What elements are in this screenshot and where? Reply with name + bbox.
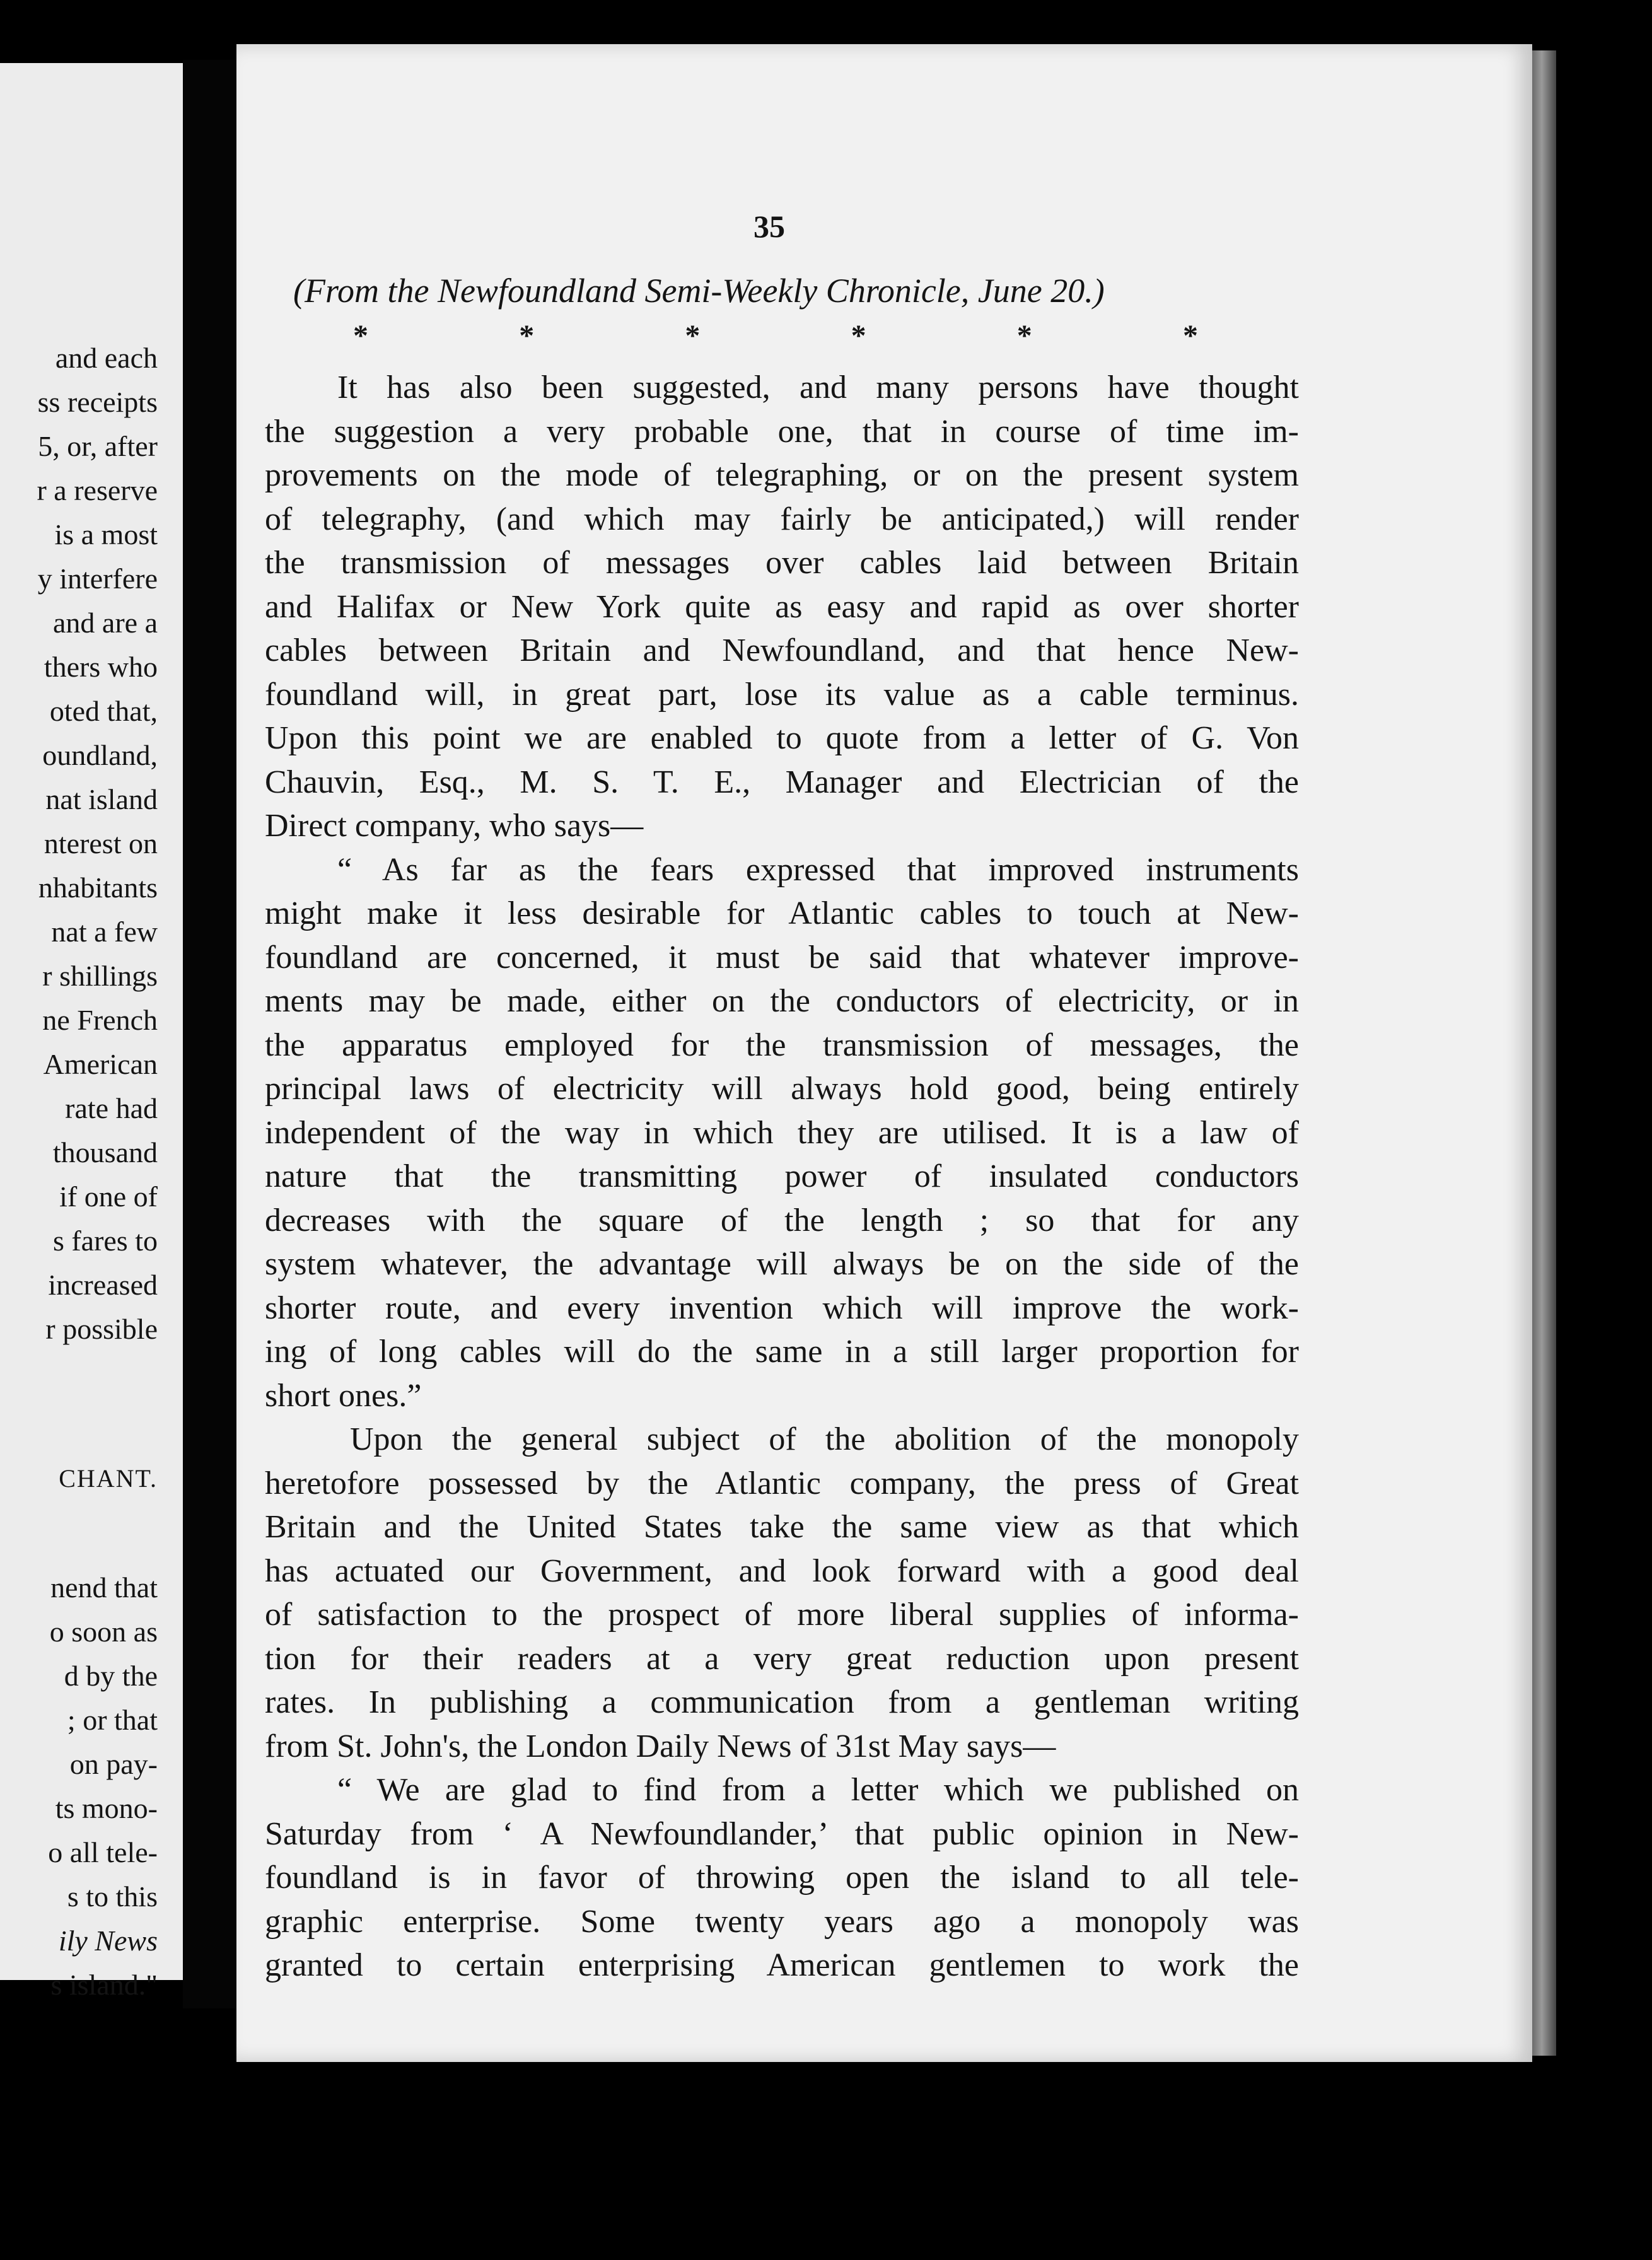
left-page-line: increased [48, 1269, 158, 1301]
body-line: provements on the mode of telegraphing, or on the present system [265, 457, 1299, 493]
left-page-line: y interfere [37, 562, 158, 595]
body-line: nature that the transmitting power of insulated conductors [265, 1158, 1299, 1194]
left-page-line: if one of [59, 1180, 158, 1213]
left-page-line: nterest on [44, 827, 158, 859]
left-page-line: nend that [50, 1571, 158, 1604]
body-line: Upon this point we are enabled to quote from a letter of G. Von [265, 720, 1299, 756]
left-page-line: oundland, [42, 739, 158, 771]
body-line: Upon the general subject of the abolition of the monopoly [350, 1421, 1299, 1457]
left-page-line: d by the [64, 1660, 158, 1692]
left-page-line: ; or that [67, 1704, 158, 1736]
left-page-line: nat island [45, 783, 158, 815]
left-page-line: o all tele- [48, 1836, 158, 1868]
left-page-line: on pay- [69, 1748, 158, 1780]
left-page-line: oted that, [49, 695, 158, 727]
body-line: the transmission of messages over cables laid between Britain [265, 545, 1299, 581]
left-page-line: thousand [52, 1136, 158, 1168]
left-page-line: ss receipts [37, 386, 158, 418]
body-line: ments may be made, either on the conductors of electricity, or in [265, 983, 1299, 1019]
body-line: of telegraphy, (and which may fairly be anticipated,) will render [265, 501, 1299, 537]
body-line: Chauvin, Esq., M. S. T. E., Manager and Electrician of the [265, 764, 1299, 800]
body-line: system whatever, the advantage will always be on the side of the [265, 1246, 1299, 1282]
star: * [1016, 319, 1032, 352]
page-number: 35 [753, 209, 785, 244]
body-line: ing of long cables will do the same in a still larger proportion for [265, 1334, 1299, 1370]
body-line: It has also been suggested, and many persons have thought [337, 370, 1299, 405]
body-line: cables between Britain and Newfoundland, and that hence New- [265, 632, 1299, 668]
body-line: heretofore possessed by the Atlantic company, the press of Great [265, 1465, 1299, 1501]
body-line: graphic enterprise. Some twenty years ago a monopoly was [265, 1903, 1299, 1940]
body-line: and Halifax or New York quite as easy and rapid as over shorter [265, 588, 1299, 625]
body-line: granted to certain enterprising American gentlemen to work the [265, 1947, 1299, 1983]
source-attribution: (From the Newfoundland Semi-Weekly Chronicle, June 20.) [293, 272, 1105, 310]
left-page-line: o soon as [49, 1616, 158, 1648]
left-facing-page [0, 63, 183, 2001]
left-page-line: and each [55, 342, 158, 374]
book-gutter [183, 60, 236, 2008]
left-page-line: thers who [44, 651, 158, 683]
star: * [851, 319, 866, 352]
left-page-line: rate had [65, 1092, 158, 1124]
body-line: the apparatus employed for the transmission of messages, the [265, 1027, 1299, 1063]
body-line: shorter route, and every invention which will improve the work- [265, 1290, 1299, 1326]
star: * [353, 319, 368, 352]
body-line: “ As far as the fears expressed that improved instruments [337, 851, 1299, 888]
body-line: independent of the way in which they are utilised. It is a law of [265, 1114, 1299, 1151]
body-line: principal laws of electricity will always hold good, being entirely [265, 1071, 1299, 1107]
body-line: “ We are glad to find from a letter which we published on [337, 1772, 1299, 1808]
left-page-line: s island." [50, 1969, 158, 2001]
body-line: from St. John's, the London Daily News of 31st May says— [265, 1728, 1056, 1764]
body-line: of satisfaction to the prospect of more liberal supplies of informa- [265, 1597, 1299, 1633]
body-line: Direct company, who says— [265, 808, 644, 844]
body-line: foundland is in favor of throwing open the island to all tele- [265, 1860, 1299, 1896]
body-line: tion for their readers at a very great reduction upon present [265, 1640, 1299, 1677]
body-line: Britain and the United States take the same view as that which [265, 1509, 1299, 1545]
star: * [1182, 319, 1198, 352]
left-page-heading: CHANT. [59, 1464, 158, 1493]
article-body [265, 366, 1299, 1988]
left-page-line: s fares to [52, 1225, 158, 1257]
left-page-line: American [43, 1048, 158, 1080]
body-line: short ones.” [265, 1377, 422, 1414]
right-page [236, 44, 1532, 2062]
body-line: rates. In publishing a communication from a gentleman writing [265, 1684, 1299, 1720]
body-line: foundland will, in great part, lose its value as a cable terminus. [265, 676, 1299, 713]
left-page-line: r possible [45, 1313, 158, 1345]
left-page-line: ts mono- [55, 1792, 158, 1824]
body-line: might make it less desirable for Atlantic cables to touch at New- [265, 895, 1299, 931]
left-page-line: is a most [54, 518, 158, 550]
body-line: Saturday from ‘ A Newfoundlander,’ that public opinion in New- [265, 1815, 1299, 1852]
left-page-line: r a reserve [37, 474, 158, 506]
star: * [519, 319, 535, 352]
body-line: foundland are concerned, it must be said that whatever improve- [265, 939, 1299, 976]
page-edge-shadow [1532, 50, 1556, 2056]
left-page-line: ily News [58, 1925, 158, 1957]
separator-stars [353, 318, 1198, 353]
body-line: has actuated our Government, and look forward with a good deal [265, 1552, 1299, 1589]
left-page-line: r shillings [42, 960, 158, 992]
left-page-line: 5, or, after [38, 430, 158, 462]
left-page-line: nhabitants [38, 871, 158, 904]
left-page-line: nat a few [51, 916, 158, 948]
star: * [685, 319, 701, 352]
left-page-line: s to this [67, 1880, 158, 1913]
body-line: decreases with the square of the length ; so that for any [265, 1202, 1299, 1238]
left-page-line: ne French [42, 1004, 158, 1036]
body-line: the suggestion a very probable one, that in course of time im- [265, 413, 1299, 450]
left-page-line: and are a [53, 607, 158, 639]
